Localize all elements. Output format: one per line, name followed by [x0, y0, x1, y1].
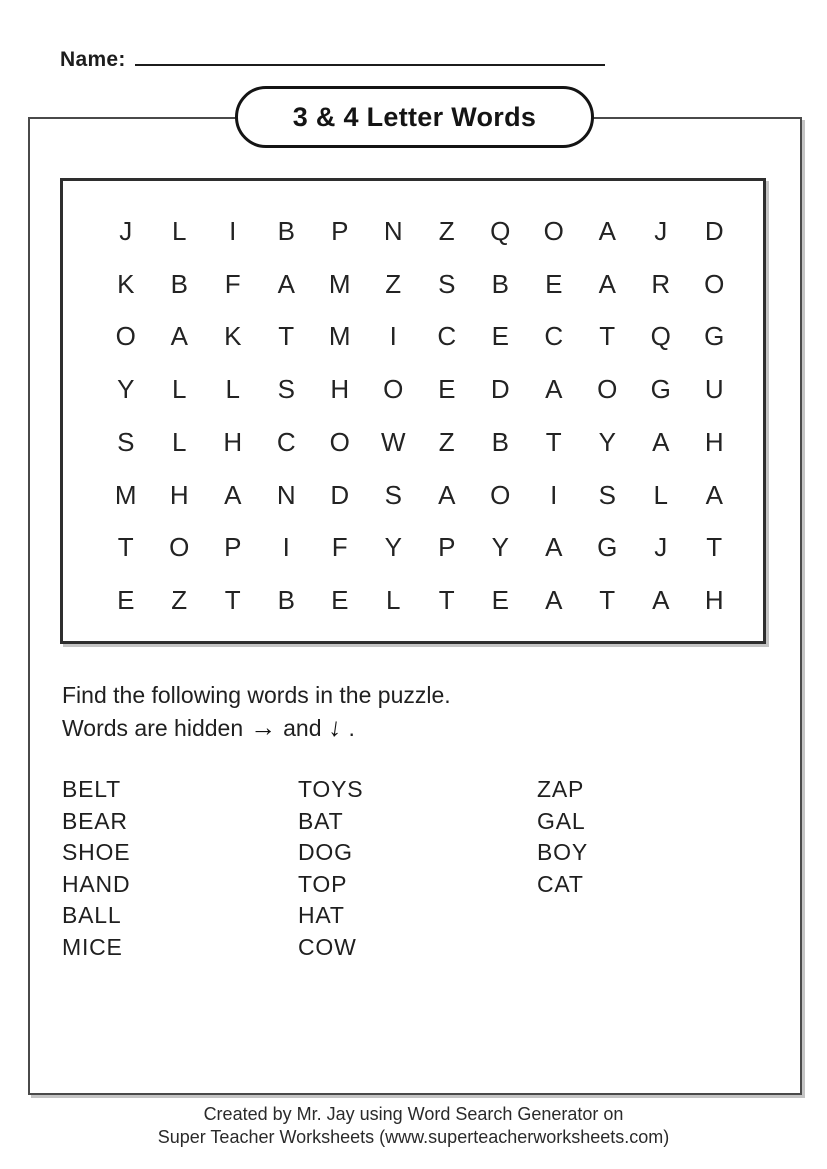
- grid-letter: D: [704, 215, 724, 246]
- grid-letter: A: [652, 585, 670, 616]
- instructions: [62, 679, 451, 744]
- grid-letter: J: [654, 532, 668, 563]
- grid-letter: J: [654, 215, 668, 246]
- grid-letter: L: [172, 374, 187, 405]
- grid-letter: Y: [491, 532, 509, 563]
- grid-letter: B: [277, 585, 295, 616]
- grid-letter: C: [276, 426, 296, 457]
- word-item: TOYS: [298, 776, 364, 802]
- name-label: Name:: [60, 48, 126, 71]
- grid-letter: C: [437, 321, 457, 352]
- instructions-conjunction: and: [283, 715, 322, 741]
- instructions-period: .: [348, 715, 355, 741]
- right-arrow-icon: →: [250, 712, 277, 742]
- grid-letter: F: [224, 268, 241, 299]
- grid-letter: G: [704, 321, 725, 352]
- grid-letter: A: [652, 426, 670, 457]
- footer-credit: [0, 1103, 827, 1149]
- grid-letter: K: [117, 268, 135, 299]
- word-item: BOY: [537, 839, 588, 865]
- grid-letter: O: [329, 426, 350, 457]
- grid-letter: H: [169, 479, 189, 510]
- grid-letter: T: [599, 321, 616, 352]
- grid-letter: B: [277, 215, 295, 246]
- word-item: GAL: [537, 807, 586, 834]
- word-list: [62, 774, 588, 963]
- grid-letter: W: [380, 426, 406, 457]
- grid-letter: Y: [117, 374, 135, 405]
- grid-letter: Z: [438, 426, 455, 457]
- grid-letter: U: [704, 374, 724, 405]
- grid-letter: L: [172, 215, 187, 246]
- word-item: HAND: [62, 870, 131, 897]
- word-item: CAT: [537, 870, 584, 897]
- word-item: ZAP: [537, 776, 585, 802]
- grid-letter: H: [330, 374, 350, 405]
- grid-letter: L: [172, 426, 187, 457]
- title-pill: [235, 86, 594, 148]
- grid-letter: A: [598, 268, 616, 299]
- word-column: [537, 774, 588, 900]
- word-item: TOP: [298, 870, 348, 897]
- grid-letter: L: [653, 479, 668, 510]
- grid-letter: P: [438, 532, 456, 563]
- grid-letter: J: [119, 215, 133, 246]
- instructions-line2-prefix: Words are hidden: [62, 715, 244, 741]
- grid-letter: R: [651, 268, 671, 299]
- word-item: SHOE: [62, 839, 131, 865]
- word-item: MICE: [62, 933, 123, 960]
- grid-letter: B: [170, 268, 188, 299]
- grid-letter: A: [277, 268, 295, 299]
- grid-letter: O: [169, 532, 190, 563]
- grid-letter: A: [545, 374, 563, 405]
- grid-letter: T: [224, 585, 241, 616]
- grid-letter: O: [115, 321, 136, 352]
- grid-letter: C: [544, 321, 564, 352]
- grid-letter: A: [545, 532, 563, 563]
- grid-letter: O: [543, 215, 564, 246]
- grid-letter: E: [438, 374, 456, 405]
- grid-letter: O: [490, 479, 511, 510]
- grid-letter: A: [705, 479, 723, 510]
- grid-letter: F: [331, 532, 348, 563]
- grid-letter: K: [224, 321, 242, 352]
- grid-letter: S: [277, 374, 295, 405]
- grid-letter: E: [491, 585, 509, 616]
- grid-letter: T: [599, 585, 616, 616]
- grid-letter: Y: [384, 532, 402, 563]
- grid-letter: T: [545, 426, 562, 457]
- grid-letter: E: [545, 268, 563, 299]
- grid-letter: N: [276, 479, 296, 510]
- grid-letter: M: [328, 268, 351, 299]
- grid-letter: A: [598, 215, 616, 246]
- grid-letter: T: [438, 585, 455, 616]
- word-item: DOG: [298, 839, 353, 865]
- word-item: BALL: [62, 902, 122, 928]
- down-arrow-icon: ↓: [326, 711, 344, 743]
- word-column: [62, 774, 298, 963]
- grid-letter: S: [384, 479, 402, 510]
- grid-letter: D: [490, 374, 510, 405]
- grid-letter: E: [491, 321, 509, 352]
- grid-letter: T: [278, 321, 295, 352]
- letter-grid: [63, 181, 763, 641]
- word-item: BAT: [298, 807, 344, 834]
- grid-letter: O: [704, 268, 725, 299]
- grid-letter: G: [650, 374, 671, 405]
- instructions-line1: Find the following words in the puzzle.: [62, 682, 451, 708]
- grid-letter: A: [170, 321, 188, 352]
- grid-letter: Z: [385, 268, 402, 299]
- grid-letter: E: [117, 585, 135, 616]
- grid-letter: I: [229, 215, 237, 246]
- grid-letter: N: [383, 215, 403, 246]
- word-column: [298, 774, 537, 963]
- grid-letter: S: [438, 268, 456, 299]
- name-row: [60, 40, 605, 72]
- instructions-line2: [62, 711, 451, 744]
- grid-letter: H: [704, 426, 724, 457]
- worksheet-title: 3 & 4 Letter Words: [292, 101, 537, 132]
- grid-letter: Z: [171, 585, 188, 616]
- grid-letter: I: [389, 321, 397, 352]
- grid-letter: T: [117, 532, 134, 563]
- word-item: HAT: [298, 902, 345, 928]
- word-item: BELT: [62, 776, 122, 802]
- grid-letter: Y: [598, 426, 616, 457]
- grid-letter: Q: [490, 215, 511, 246]
- grid-letter: S: [117, 426, 135, 457]
- grid-letter: T: [706, 532, 723, 563]
- grid-letter: L: [225, 374, 240, 405]
- footer-line2: Super Teacher Worksheets (www.superteacherworksheets.com): [157, 1127, 670, 1147]
- grid-letter: A: [545, 585, 563, 616]
- word-item: BEAR: [62, 807, 128, 834]
- word-item: COW: [298, 933, 357, 960]
- grid-letter: A: [224, 479, 242, 510]
- grid-letter: O: [383, 374, 404, 405]
- grid-letter: P: [331, 215, 349, 246]
- grid-letter: Q: [650, 321, 671, 352]
- grid-letter: L: [386, 585, 401, 616]
- grid-letter: B: [491, 268, 509, 299]
- grid-letter: D: [330, 479, 350, 510]
- grid-letter: G: [597, 532, 618, 563]
- grid-letter: I: [550, 479, 558, 510]
- grid-letter: S: [598, 479, 616, 510]
- grid-letter: M: [328, 321, 351, 352]
- grid-letter: P: [224, 532, 242, 563]
- grid-letter: A: [438, 479, 456, 510]
- grid-letter: M: [114, 479, 137, 510]
- grid-letter: O: [597, 374, 618, 405]
- footer-line1: Created by Mr. Jay using Word Search Generator on: [203, 1104, 624, 1124]
- grid-letter: E: [331, 585, 349, 616]
- grid-letter: Z: [438, 215, 455, 246]
- grid-letter: H: [223, 426, 243, 457]
- name-blank-line[interactable]: [135, 40, 605, 66]
- grid-letter: B: [491, 426, 509, 457]
- grid-letter: I: [282, 532, 290, 563]
- grid-letter: H: [704, 585, 724, 616]
- puzzle-grid-box: [60, 178, 766, 644]
